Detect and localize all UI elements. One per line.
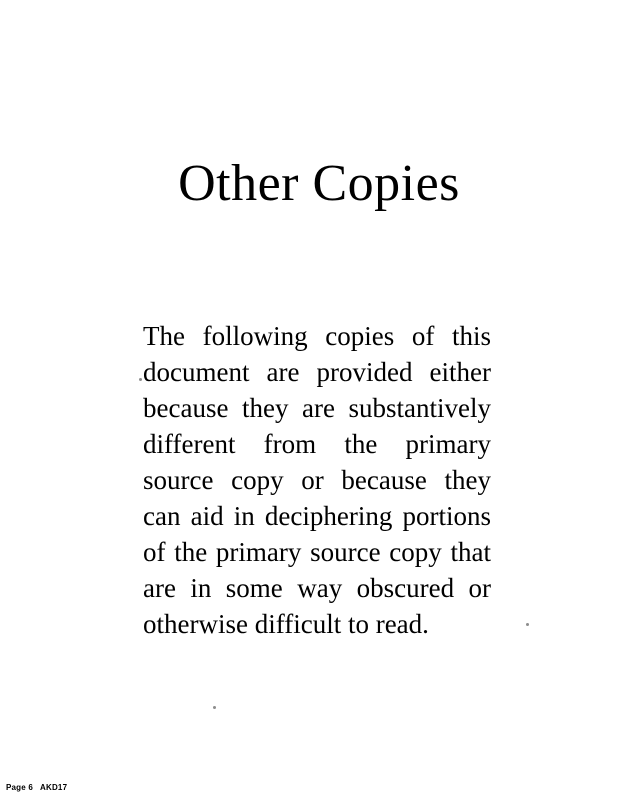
footer-identifier: AKD17: [40, 783, 68, 792]
body-text-block: [143, 318, 491, 642]
page-title: Other Copies: [178, 154, 460, 212]
scan-speck-icon: [526, 623, 529, 626]
scan-speck-icon: [213, 706, 216, 709]
body-paragraph: The following copies of this document are provided either because they are substantively different from the primary source copy or because they can aid in deciphering portions of the primary source copy that are in some way obscured or otherwise difficult to read.: [143, 321, 491, 639]
scan-speck-icon: [139, 378, 142, 381]
footer-page-label: Page 6: [6, 783, 33, 792]
page-footer: [6, 783, 67, 792]
